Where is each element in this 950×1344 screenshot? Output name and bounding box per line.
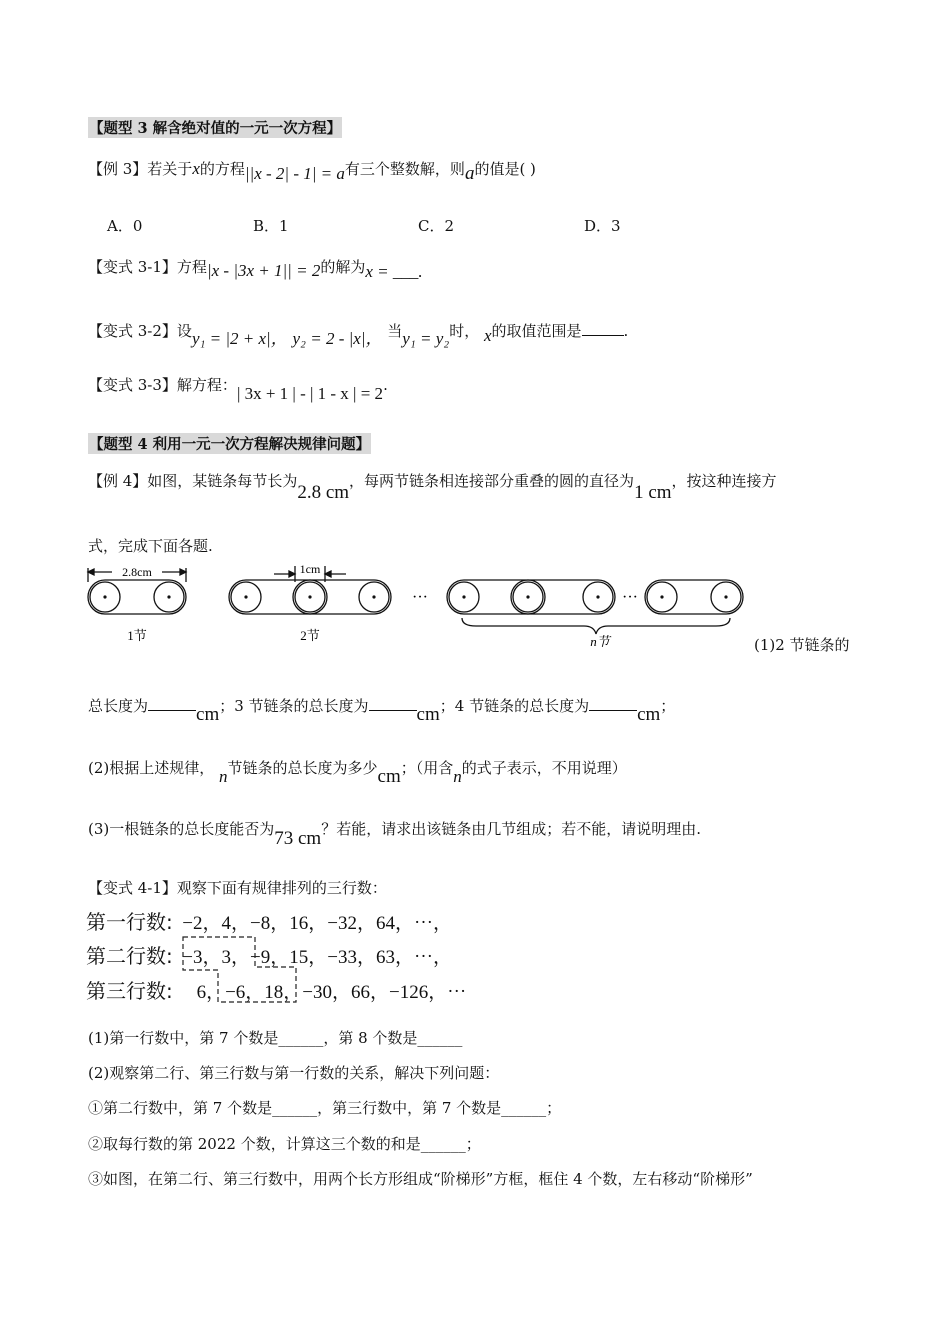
option-a: A．0 — [107, 217, 143, 235]
unit-cm: cm — [416, 704, 440, 725]
unit-cm: cm — [196, 704, 220, 725]
chain-length: 2.8 cm — [297, 482, 350, 503]
q2-b: 节链条的总长度为多少 — [227, 759, 378, 777]
row-2-numbers: −3，3，−9，15，−33，63，⋯， — [182, 947, 452, 968]
variant-3-3-equation: | 3x + 1 | - | 1 - x | = 2 — [236, 384, 384, 403]
variant-3-3-label: 【变式 3-3】解方程： — [88, 376, 237, 394]
unit-cm: cm — [637, 704, 661, 725]
chain-figure — [84, 560, 754, 660]
v41-q2: (2)观察第二行、第三行数与第一行数的关系，解决下列问题： — [88, 1064, 500, 1082]
variant-3-2-time: 时， — [449, 322, 480, 340]
q2-c: ；（用含 — [400, 759, 454, 777]
variant-3-2-eq2: y₂ = 2 - |x|， — [292, 329, 383, 348]
variant-3-1-equation: |x - |3x + 1|| = 2 — [206, 261, 321, 280]
v41-q1: (1)第一行数中，第 7 个数是______，第 8 个数是______ — [88, 1029, 463, 1047]
q2-d: 的式子表示，不用说理） — [461, 759, 627, 777]
variant-3-1-label: 【变式 3-1】方程 — [88, 258, 207, 276]
variant-3-2-eq1: y₁ = |2 + x|， — [191, 329, 288, 348]
example-3 — [88, 158, 536, 184]
variant-3-2-eq3: y₁ = y₂ — [402, 329, 450, 348]
caption-1-link: 1节 — [127, 628, 147, 643]
variant-3-2-var: x — [483, 326, 492, 345]
answer-blank — [148, 696, 196, 711]
var-n: n — [219, 767, 228, 786]
label-2-8cm: 2.8cm — [122, 565, 152, 579]
row-3-numbers: 6，−6，18，−30，66，−126，⋯ — [196, 982, 467, 1003]
var-a: a — [464, 163, 475, 184]
example-3-mid: 的方程 — [199, 160, 245, 178]
variant-3-2-when: 当 — [387, 322, 403, 340]
variant-3-3 — [88, 374, 388, 403]
variant-4-1-label: 【变式 4-1】观察下面有规律排列的三行数： — [88, 879, 387, 897]
variant-3-3-end: . — [383, 376, 388, 394]
variant-3-1 — [88, 256, 423, 281]
example-3-prefix: 【例 3】若关于 — [88, 160, 193, 178]
option-d: D．3 — [584, 217, 621, 235]
example-4-p2: ，每两节链条相连接部分重叠的圆的直径为 — [349, 472, 635, 490]
ellipsis-1: ··· — [412, 589, 428, 606]
q1-a: 总长度为 — [88, 697, 149, 715]
label-1cm: 1cm — [299, 562, 321, 576]
example-3-suffix: 有三个整数解，则 — [344, 160, 465, 178]
example-4-line-1 — [88, 470, 777, 503]
row-2-label: 第二行数: — [86, 944, 173, 968]
example-4-line-2: 式，完成下面各题. — [88, 537, 213, 555]
unit-cm: cm — [377, 766, 401, 787]
var-x: x — [192, 159, 200, 178]
q2-a: (2)根据上述规律， — [88, 759, 215, 777]
variant-3-1-answer: x = ___. — [365, 262, 423, 281]
chain-total-73: 73 cm — [274, 828, 322, 849]
row-1 — [86, 906, 452, 935]
var-n: n — [453, 767, 462, 786]
v41-q2c: ③如图，在第二行、第三行数中，用两个长方形组成“阶梯形”方框，框住 4 个数，左右移动“阶梯形” — [88, 1170, 753, 1188]
answer-blank — [589, 696, 637, 711]
example-4-p1: 【例 4】如图，某链条每节长为 — [88, 472, 298, 490]
question-1-start: (1)2 节链条的 — [754, 636, 850, 654]
caption-2-links: 2节 — [300, 628, 320, 643]
q1-b: ；3 节链条的总长度为 — [219, 697, 369, 715]
chain-n-links — [447, 580, 743, 634]
question-2 — [88, 757, 627, 787]
circle-diameter: 1 cm — [634, 482, 672, 503]
q3-b: ？若能，请求出该链条由几节组成；若不能，请说明理由. — [321, 820, 701, 838]
q1-c: ；4 节链条的总长度为 — [439, 697, 590, 715]
option-c: C．2 — [418, 217, 455, 235]
question-3 — [88, 818, 701, 849]
q1-d: ； — [660, 697, 676, 715]
variant-3-2-label: 【变式 3-2】设 — [88, 322, 192, 340]
variant-3-2 — [88, 316, 629, 348]
example-3-tail: 的值是( ) — [474, 160, 536, 178]
option-b: B．1 — [253, 217, 289, 235]
answer-blank — [582, 321, 624, 336]
ellipsis-2: ··· — [622, 589, 638, 606]
answer-blank — [369, 696, 417, 711]
row-3-label: 第三行数: — [86, 979, 173, 1003]
q3-a: (3)一根链条的总长度能否为 — [88, 820, 275, 838]
row-1-label: 第一行数: — [86, 910, 173, 934]
row-1-numbers: −2，4，−8，16，−32，64，⋯， — [182, 913, 452, 934]
v41-q2a: ①第二行数中，第 7 个数是______，第三行数中，第 7 个数是______； — [88, 1099, 562, 1117]
example-4-p3: ，按这种连接方 — [671, 472, 777, 490]
variant-3-1-suffix: 的解为 — [320, 258, 366, 276]
caption-n-links: n节 — [590, 634, 610, 649]
staircase-frame — [180, 934, 305, 1006]
v41-q2b: ②取每行数的第 2022 个数，计算这三个数的和是______； — [88, 1135, 481, 1153]
section-3-heading: 【题型 3 解含绝对值的一元一次方程】 — [88, 117, 342, 138]
example-3-equation: ||x - 2| - 1| = a — [244, 164, 345, 183]
variant-3-2-suffix: 的取值范围是 — [491, 322, 582, 340]
question-1 — [88, 695, 676, 725]
section-4-heading: 【题型 4 利用一元一次方程解决规律问题】 — [88, 433, 371, 454]
variant-3-2-end: . — [623, 322, 629, 340]
